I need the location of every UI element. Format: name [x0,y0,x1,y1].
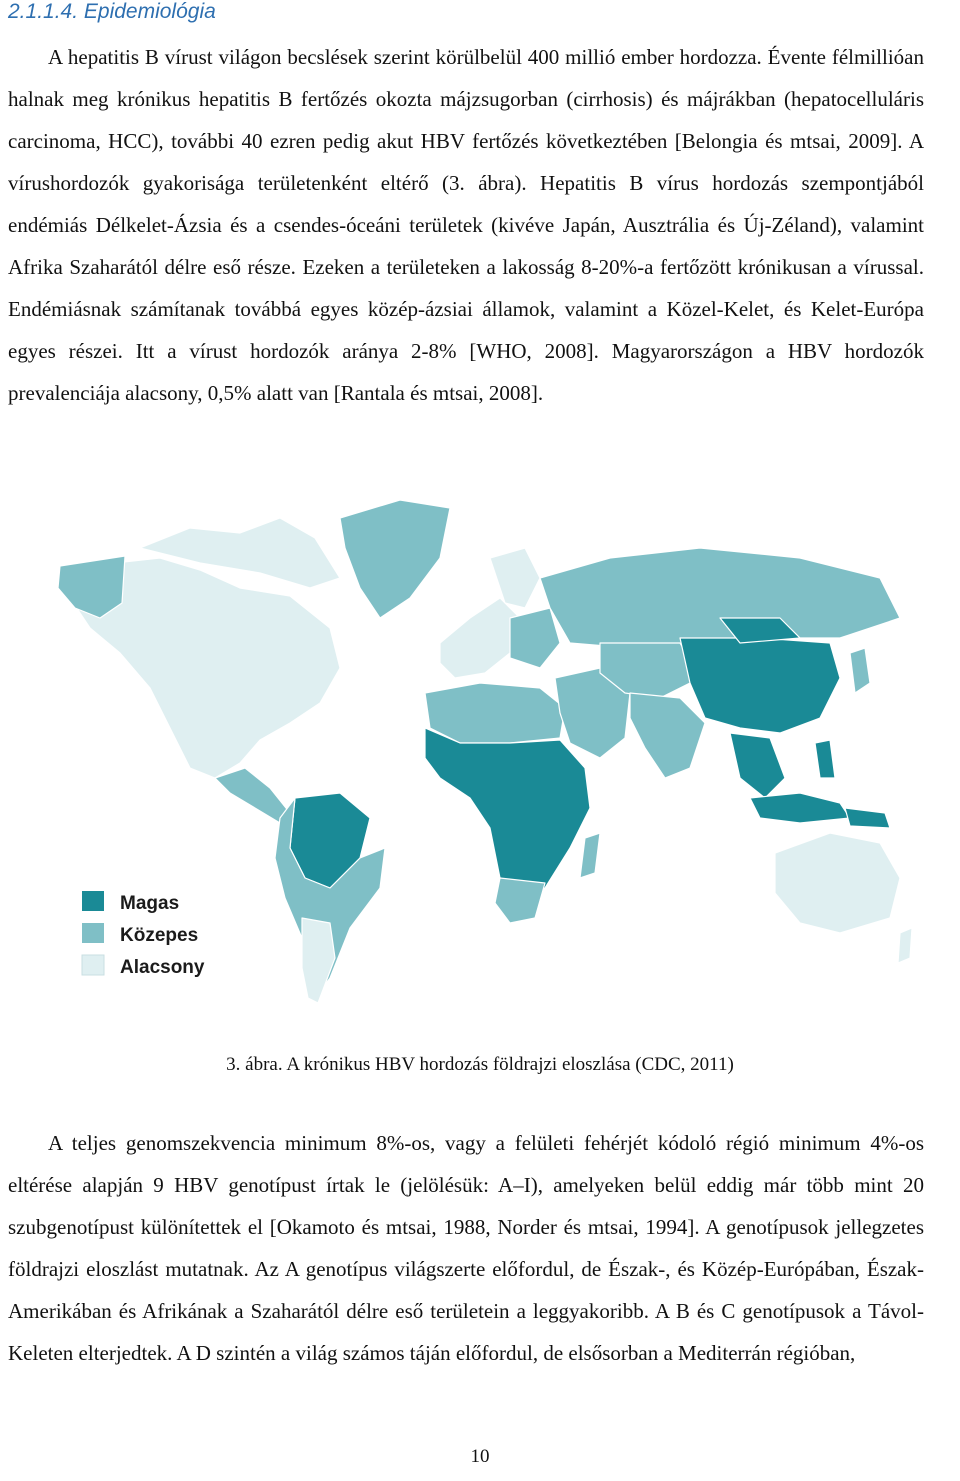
legend-swatch-medium [82,923,104,943]
legend-label-medium: Közepes [120,925,199,946]
region-sub-saharan-africa [425,728,590,903]
map-legend [82,891,205,978]
region-indonesia [750,793,850,823]
legend-label-high: Magas [120,893,180,914]
region-papua [845,808,890,828]
section-heading: 2.1.1.4. Epidemiológia [8,0,216,23]
paragraph-genotypes-text: A teljes genomszekvencia minimum 8%-os, vagy a felületi fehérjét kódoló régió minimum 4%-os eltérése alapján 9 HBV genotípust írtak le (jelölésük: A–I), amelyeken belül eddig már több mint 20 szubgenotípust különítettek el [Okamoto és mtsai, 1988, Norder és mtsai, 1994]. A genotípusok jellegzetes földrajzi eloszlást mutatnak. Az A genotípus világszerte előfordul, de Észak-, és Közép-Európában, Észak-Amerikában és Afrikának a Szaharától délre eső területein a leggyakoribb. A B és C genotípusok a Távol-Keleten elterjedtek. A D szintén a világ számos táján előfordul, de elsősorban a Mediterrán régióban, [8,1131,924,1365]
region-madagascar [580,833,600,878]
paragraph-epidemiology [8,36,924,414]
region-philippines [815,740,835,778]
region-eastern-europe [510,608,560,668]
region-north-africa [425,683,565,743]
legend-label-low: Alacsony [120,957,205,978]
region-central-america [215,768,290,823]
paragraph-genotypes [8,1122,924,1374]
world-map-figure [40,478,920,1018]
region-china [680,638,840,733]
region-western-europe [440,598,520,678]
region-south-africa [495,878,545,923]
paragraph-epidemiology-text: A hepatitis B vírust világon becslések szerint körülbelül 400 millió ember hordozza. Évente félmillióan halnak meg krónikus hepatitis B fertőzés okozta májzsugorban (cirrhosis) és májrákban (hepatocelluláris carcinoma, HCC), további 40 ezren pedig akut HBV fertőzés következtében [Belongia és mtsai, 2009]. A vírushordozók gyakorisága területenként eltérő (3. ábra). Hepatitis B vírus hordozás szempontjából endémiás Délkelet-Ázsia és a csendes-óceáni területek (kivéve Japán, Ausztrália és Új-Zéland), valamint Afrika Szaharától délre eső része. Ezeken a területeken a lakosság 8-20%-a fertőzött krónikusan a vírussal. Endémiásnak számítanak továbbá egyes közép-ázsiai államok, valamint a Közel-Kelet, és Kelet-Európa egyes részei. Itt a vírust hordozók aránya 2-8% [WHO, 2008]. Magyarországon a HBV hordozók prevalenciája alacsony, 0,5% alatt van [Rantala és mtsai, 2008]. [8,45,924,405]
page-number: 10 [470,1446,490,1467]
legend-swatch-high [82,891,104,911]
region-greenland [340,500,450,618]
legend-swatch-low [82,955,104,975]
region-russia [540,548,900,648]
region-southern-cone [302,918,335,1003]
region-new-zealand [898,928,912,963]
region-south-asia [630,693,705,778]
region-japan [850,648,870,693]
region-southeast-asia [730,733,785,798]
figure-caption: 3. ábra. A krónikus HBV hordozás földrajzi eloszlása (CDC, 2011) [226,1054,734,1075]
region-australia [775,833,900,933]
world-map [40,478,920,1018]
